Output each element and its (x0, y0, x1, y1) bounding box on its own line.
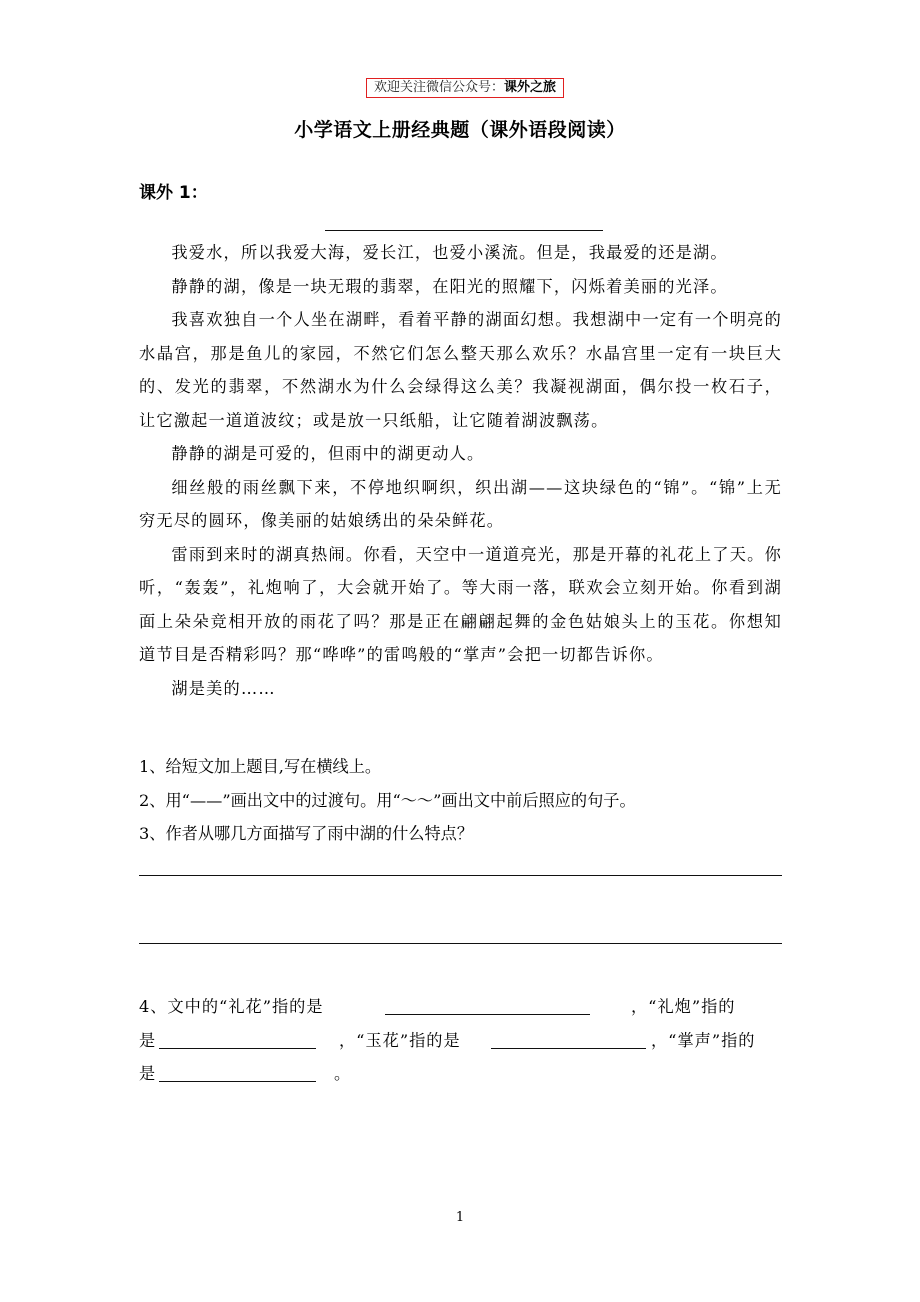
answer-blank-lihua[interactable] (385, 1014, 590, 1015)
question-4-row-2 (139, 1024, 782, 1058)
passage-paragraph: 静静的湖，像是一块无瑕的翡翠，在阳光的照耀下，闪烁着美丽的光泽。 (171, 276, 728, 296)
reading-passage (139, 236, 782, 705)
question-4-text: 是 (139, 1064, 157, 1083)
question-4-text: ，“礼炮”指的 (631, 997, 736, 1016)
answer-line-2[interactable] (139, 943, 782, 944)
question-4-text: 。 (334, 1064, 352, 1083)
question-4-text: ，“玉花”指的是 (339, 1030, 461, 1050)
answer-blank-yuhua[interactable] (491, 1048, 646, 1049)
questions-list (139, 750, 782, 851)
answer-line-1[interactable] (139, 875, 782, 876)
notice-account: 课外之旅 (504, 80, 557, 95)
answer-blank-zhangsheng[interactable] (159, 1081, 316, 1082)
answer-blank-lipao[interactable] (159, 1048, 316, 1049)
passage-paragraph: 静静的湖是可爱的，但雨中的湖更动人。 (171, 444, 485, 463)
notice-prefix: 欢迎关注微信公众号： (373, 80, 504, 95)
section-label: 课外 1： (139, 183, 208, 203)
passage-title-blank[interactable] (325, 230, 603, 231)
question-1: 1、给短文加上题目,写在横线上。 (139, 757, 382, 776)
question-4 (139, 990, 782, 1091)
question-4-text: ，“掌声”指的 (651, 1030, 756, 1050)
passage-paragraph: 湖是美的…… (171, 678, 276, 698)
question-4-text: 是 (139, 1030, 157, 1050)
passage-paragraph: 雷雨到来时的湖真热闹。你看，天空中一道道亮光，那是开幕的礼花上了天。你听，“轰轰”，礼炮响了，大会就开始了。等大雨一落，联欢会立刻开始。你看到湖面上朵朵竞相开放的雨花了吗？那是正在翩翩起舞的金色姑娘头上的玉花。你想知道节目是否精彩吗？那“哗哗”的雷鸣般的“掌声”会把一切都告诉你。 (139, 544, 782, 664)
wechat-notice-box (366, 78, 564, 98)
passage-paragraph: 细丝般的雨丝飘下来，不停地织啊织，织出湖——这块绿色的“锦”。“锦”上无穷无尽的圆环，像美丽的姑娘绣出的朵朵鲜花。 (139, 477, 782, 530)
question-2: 2、用“——”画出文中的过渡句。用“～～”画出文中前后照应的句子。 (139, 790, 636, 810)
page-number: 1 (455, 1210, 465, 1225)
question-4-row-3 (139, 1057, 782, 1091)
question-4-text: 4、文中的“礼花”指的是 (139, 997, 324, 1016)
question-3: 3、作者从哪几方面描写了雨中湖的什么特点？ (139, 824, 474, 843)
question-4-row-1 (139, 990, 782, 1024)
passage-paragraph: 我爱水，所以我爱大海，爱长江，也爱小溪流。但是，我最爱的还是湖。 (171, 243, 728, 262)
passage-paragraph: 我喜欢独自一个人坐在湖畔，看着平静的湖面幻想。我想湖中一定有一个明亮的水晶宫，那是鱼儿的家园，不然它们怎么整天那么欢乐？水晶宫里一定有一块巨大的、发光的翡翠，不然湖水为什么会绿得这么美？我凝视湖面，偶尔投一枚石子，让它激起一道道波纹；或是放一只纸船，让它随着湖波飘荡。 (139, 310, 782, 430)
page-title: 小学语文上册经典题（课外语段阅读） (294, 119, 626, 141)
